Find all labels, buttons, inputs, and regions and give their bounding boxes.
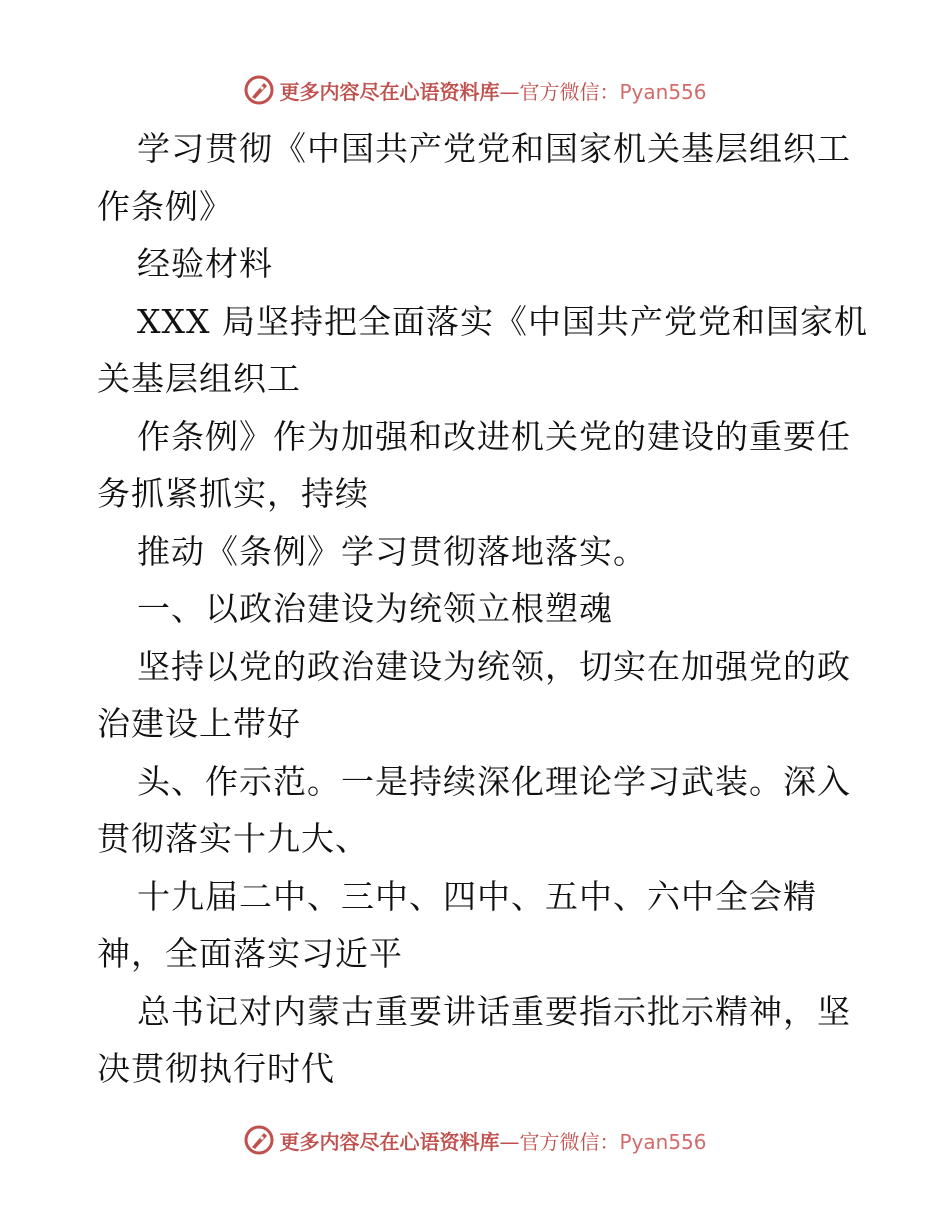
watermark-text (279, 76, 706, 105)
watermark-site-text: 更多内容尽在心语资料库 (279, 79, 500, 104)
text-line: 神，全面落实习近平 (97, 934, 403, 973)
text-line: 作条例》 (97, 186, 233, 226)
footer-watermark (0, 1120, 950, 1160)
text-line: 总书记对内蒙古重要讲话重要指示批示精神，坚 (137, 991, 851, 1031)
watermark-text (279, 1126, 706, 1155)
watermark-site-text: 更多内容尽在心语资料库 (279, 1129, 500, 1154)
watermark-dash: — (499, 79, 520, 104)
text-line: 推动《条例》学习贯彻落地落实。 (137, 531, 647, 571)
pen-nib-logo-icon (243, 1124, 275, 1156)
watermark-wechat-id: Pyan556 (619, 79, 707, 104)
text-line: 务抓紧抓实，持续 (97, 474, 369, 513)
text-line: XXX 局坚持把全面落实《中国共产党党和国家机 (137, 301, 868, 341)
text-line: 关基层组织工 (97, 359, 301, 398)
text-line: 治建设上带好 (97, 704, 301, 743)
watermark-contact-text: 官方微信： (519, 79, 620, 104)
watermark-dash: — (499, 1129, 520, 1154)
text-line: 经验材料 (137, 244, 273, 283)
text-line: 一、以政治建设为统领立根塑魂 (137, 589, 613, 628)
text-line: 坚持以党的政治建设为统领，切实在加强党的政 (137, 646, 851, 686)
text-line: 作条例》作为加强和改进机关党的建设的重要任 (137, 416, 851, 456)
pen-nib-logo-icon (243, 74, 275, 106)
header-watermark (0, 70, 950, 110)
text-line: 头、作示范。一是持续深化理论学习武装。深入 (137, 761, 851, 801)
watermark-contact-text: 官方微信： (519, 1129, 620, 1154)
watermark-wechat-id: Pyan556 (619, 1129, 707, 1154)
text-line: 决贯彻执行时代 (97, 1049, 335, 1088)
text-line: 学习贯彻《中国共产党党和国家机关基层组织工 (137, 129, 851, 168)
text-line: 十九届二中、三中、四中、五中、六中全会精 (137, 876, 817, 916)
document-body (97, 120, 868, 1098)
text-line: 贯彻落实十九大、 (97, 819, 369, 858)
